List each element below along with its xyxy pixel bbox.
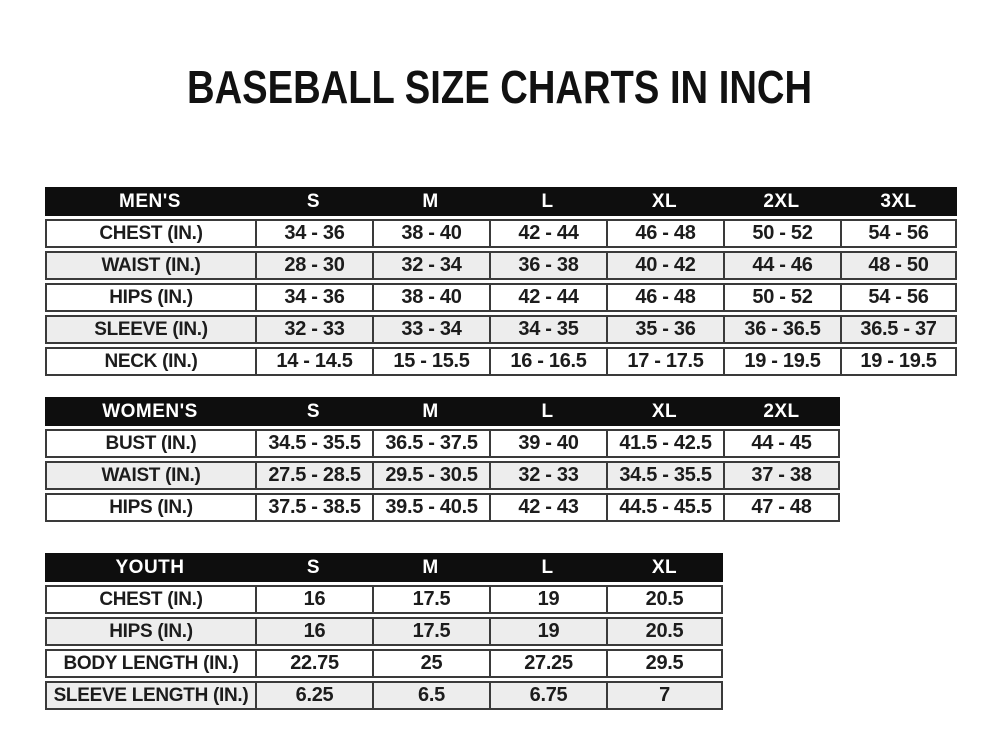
womens-header-size-L: L [489,397,606,426]
youth-header-row [45,553,723,582]
value-cell: 34.5 - 35.5 [606,461,723,490]
mens-header-row [45,187,957,216]
value-cell: 6.25 [255,681,372,710]
value-cell: 27.5 - 28.5 [255,461,372,490]
value-cell: 16 [255,585,372,614]
value-cell: 36 - 36.5 [723,315,840,344]
mens-header-size-S: S [255,187,372,216]
value-cell: 50 - 52 [723,219,840,248]
value-cell: 36.5 - 37 [840,315,957,344]
row-label-cell: HIPS (IN.) [45,283,255,312]
value-cell: 54 - 56 [840,219,957,248]
youth-header-size-L: L [489,553,606,582]
youth-header-size-M: M [372,553,489,582]
value-cell: 44.5 - 45.5 [606,493,723,522]
value-cell: 41.5 - 42.5 [606,429,723,458]
youth-row-2 [45,617,723,646]
row-label-cell: HIPS (IN.) [45,493,255,522]
row-label-cell: CHEST (IN.) [45,219,255,248]
youth-header-label: YOUTH [45,553,255,582]
value-cell: 29.5 - 30.5 [372,461,489,490]
value-cell: 44 - 45 [723,429,840,458]
value-cell: 37.5 - 38.5 [255,493,372,522]
value-cell: 46 - 48 [606,219,723,248]
value-cell: 42 - 43 [489,493,606,522]
value-cell: 39.5 - 40.5 [372,493,489,522]
womens-header-size-S: S [255,397,372,426]
mens-header-size-3XL: 3XL [840,187,957,216]
youth-size-table [45,550,723,713]
womens-header-size-2XL: 2XL [723,397,840,426]
youth-header-size-S: S [255,553,372,582]
value-cell: 32 - 34 [372,251,489,280]
value-cell: 14 - 14.5 [255,347,372,376]
youth-header-size-XL: XL [606,553,723,582]
value-cell: 44 - 46 [723,251,840,280]
value-cell: 38 - 40 [372,219,489,248]
value-cell: 34 - 36 [255,219,372,248]
value-cell: 16 [255,617,372,646]
value-cell: 34 - 36 [255,283,372,312]
value-cell: 7 [606,681,723,710]
mens-row-4 [45,315,957,344]
womens-header-size-M: M [372,397,489,426]
womens-size-table [45,394,840,525]
value-cell: 25 [372,649,489,678]
value-cell: 47 - 48 [723,493,840,522]
value-cell: 22.75 [255,649,372,678]
row-label-cell: BUST (IN.) [45,429,255,458]
womens-header-label: WOMEN'S [45,397,255,426]
value-cell: 16 - 16.5 [489,347,606,376]
value-cell: 34 - 35 [489,315,606,344]
value-cell: 36 - 38 [489,251,606,280]
value-cell: 32 - 33 [489,461,606,490]
mens-row-5 [45,347,957,376]
womens-header-row [45,397,840,426]
value-cell: 19 - 19.5 [840,347,957,376]
page-title [0,0,1000,113]
value-cell: 54 - 56 [840,283,957,312]
value-cell: 6.75 [489,681,606,710]
mens-header-size-M: M [372,187,489,216]
youth-row-1 [45,585,723,614]
row-label-cell: WAIST (IN.) [45,461,255,490]
value-cell: 17 - 17.5 [606,347,723,376]
mens-header-size-2XL: 2XL [723,187,840,216]
womens-header-size-XL: XL [606,397,723,426]
mens-header-size-L: L [489,187,606,216]
value-cell: 17.5 [372,617,489,646]
value-cell: 6.5 [372,681,489,710]
youth-row-4 [45,681,723,710]
value-cell: 50 - 52 [723,283,840,312]
row-label-cell: WAIST (IN.) [45,251,255,280]
value-cell: 20.5 [606,585,723,614]
mens-row-3 [45,283,957,312]
value-cell: 19 [489,585,606,614]
value-cell: 32 - 33 [255,315,372,344]
value-cell: 19 - 19.5 [723,347,840,376]
value-cell: 27.25 [489,649,606,678]
row-label-cell: CHEST (IN.) [45,585,255,614]
value-cell: 34.5 - 35.5 [255,429,372,458]
row-label-cell: NECK (IN.) [45,347,255,376]
mens-row-1 [45,219,957,248]
youth-row-3 [45,649,723,678]
womens-row-2 [45,461,840,490]
mens-header-label: MEN'S [45,187,255,216]
value-cell: 42 - 44 [489,283,606,312]
womens-row-1 [45,429,840,458]
value-cell: 37 - 38 [723,461,840,490]
row-label-cell: HIPS (IN.) [45,617,255,646]
value-cell: 46 - 48 [606,283,723,312]
page-title-text: BASEBALL SIZE CHARTS IN INCH [187,61,813,113]
row-label-cell: BODY LENGTH (IN.) [45,649,255,678]
value-cell: 29.5 [606,649,723,678]
value-cell: 38 - 40 [372,283,489,312]
value-cell: 19 [489,617,606,646]
value-cell: 17.5 [372,585,489,614]
mens-header-size-XL: XL [606,187,723,216]
mens-size-table [45,184,957,379]
value-cell: 20.5 [606,617,723,646]
value-cell: 40 - 42 [606,251,723,280]
row-label-cell: SLEEVE LENGTH (IN.) [45,681,255,710]
value-cell: 28 - 30 [255,251,372,280]
mens-row-2 [45,251,957,280]
value-cell: 35 - 36 [606,315,723,344]
value-cell: 15 - 15.5 [372,347,489,376]
value-cell: 33 - 34 [372,315,489,344]
value-cell: 39 - 40 [489,429,606,458]
value-cell: 42 - 44 [489,219,606,248]
value-cell: 48 - 50 [840,251,957,280]
womens-row-3 [45,493,840,522]
value-cell: 36.5 - 37.5 [372,429,489,458]
row-label-cell: SLEEVE (IN.) [45,315,255,344]
